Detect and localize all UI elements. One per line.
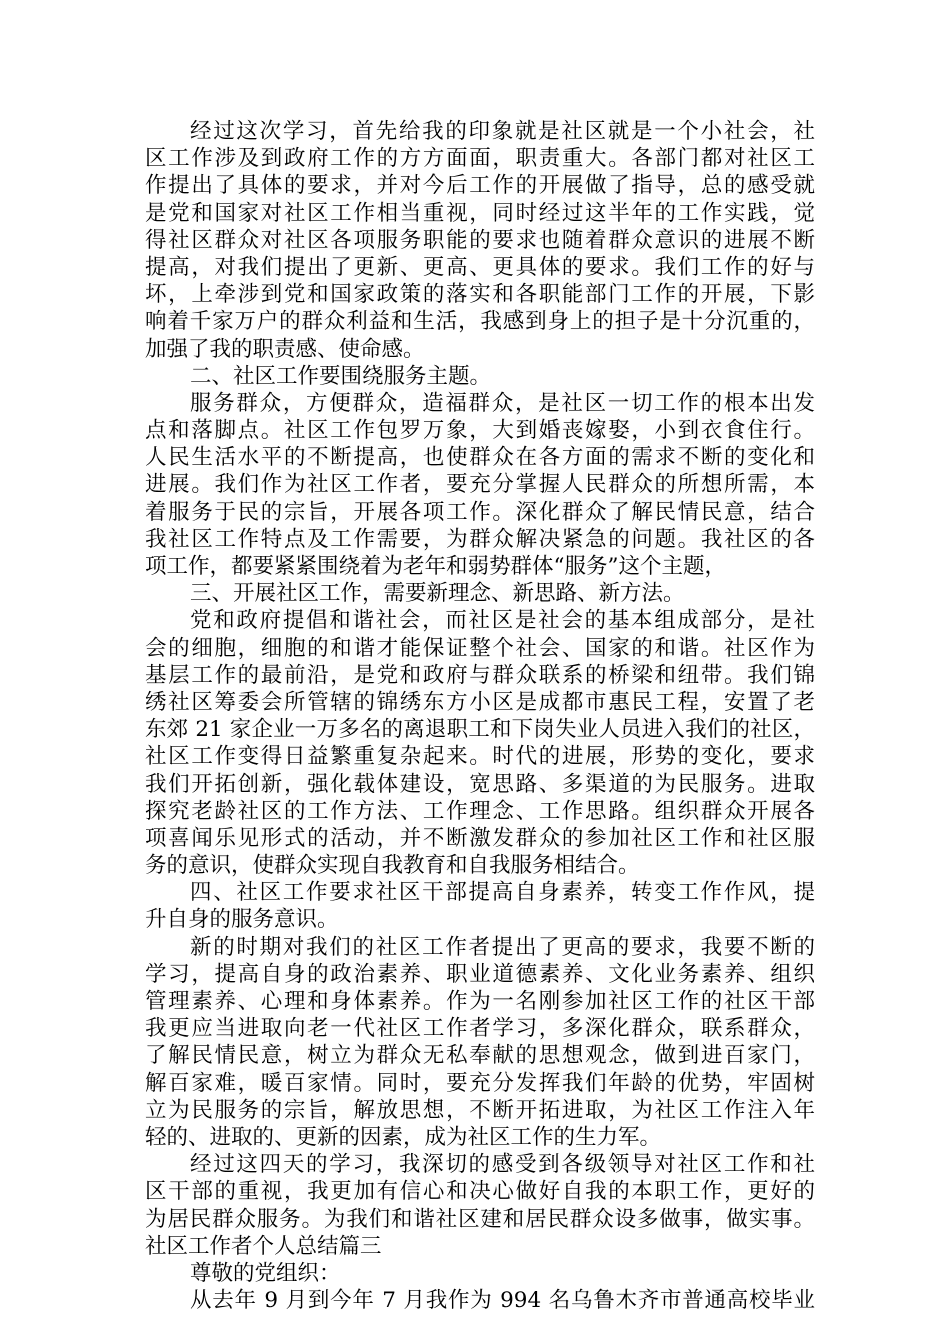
text-line: 务的意识，使群众实现自我教育和自我服务相结合。	[145, 853, 640, 879]
text-line: 经过这次学习，首先给我的印象就是社区就是一个小社会，社	[190, 119, 815, 144]
text-line: 是党和国家对社区工作相当重视，同时经过这半年的工作实践，觉	[145, 200, 815, 226]
text-line: 尊敬的党组织：	[190, 1260, 341, 1286]
text-line: 探究老龄社区的工作方法、工作理念、工作思路。组织群众开展各	[145, 798, 815, 824]
text-line: 区工作涉及到政府工作的方方面面，职责重大。各部门都对社区工	[145, 146, 815, 172]
text-line: 加强了我的职责感、使命感。	[145, 336, 425, 362]
text-line: 人民生活水平的不断提高，也使群众在各方面的需求不断的变化和	[145, 445, 815, 471]
text-line: 着服务于民的宗旨，开展各项工作。深化群众了解民情民意，结合	[145, 499, 815, 525]
text-line: 进展。我们作为社区工作者，要充分掌握人民群众的所想所需，本	[145, 472, 815, 498]
text-line: 立为民服务的宗旨，解放思想，不断开拓进取，为社区工作注入年	[145, 1097, 815, 1123]
text-line: 坏，上牵涉到党和国家政策的落实和各职能部门工作的开展，下影	[145, 282, 815, 308]
text-line: 二、社区工作要围绕服务主题。	[190, 363, 492, 389]
text-line: 轻的、进取的、更新的因素，成为社区工作的生力军。	[145, 1124, 662, 1150]
text-line: 点和落脚点。社区工作包罗万象，大到婚丧嫁娶，小到衣食住行。	[145, 418, 815, 444]
text-line: 经过这四天的学习，我深切的感受到各级领导对社区工作和社	[190, 1152, 815, 1178]
text-line: 升自身的服务意识。	[145, 907, 339, 933]
text-line: 作提出了具体的要求，并对今后工作的开展做了指导，总的感受就	[145, 173, 815, 199]
text-line: 学习，提高自身的政治素养、职业道德素养、文化业务素养、组织	[145, 961, 815, 987]
text-line: 绣社区筹委会所管辖的锦绣东方小区是成都市惠民工程，安置了老	[145, 689, 815, 715]
text-line: 党和政府提倡和谐社会，而社区是社会的基本组成部分，是社	[190, 608, 815, 634]
text-line: 服务群众，方便群众，造福群众，是社区一切工作的根本出发	[190, 390, 815, 416]
text-line: 区干部的重视，我更加有信心和决心做好自我的本职工作，更好的	[145, 1179, 815, 1205]
text-line: 社区工作者个人总结篇三	[145, 1233, 382, 1259]
text-line: 四、社区工作要求社区干部提高自身素养，转变工作作风，提	[190, 880, 815, 906]
text-line: 得社区群众对社区各项服务职能的要求也随着群众意识的进展不断	[145, 227, 815, 253]
text-line: 解百家难，暖百家情。同时，要充分发挥我们年龄的优势，牢固树	[145, 1070, 815, 1096]
text-line: 社区工作变得日益繁重复杂起来。时代的进展，形势的变化，要求	[145, 744, 815, 770]
text-line: 新的时期对我们的社区工作者提出了更高的要求，我要不断的	[190, 934, 815, 960]
text-line: 从去年 9 月到今年 7 月我作为 994 名乌鲁木齐市普通高校毕业	[190, 1288, 815, 1314]
text-line: 我社区工作特点及工作需要，为群众解决紧急的问题。我社区的各	[145, 526, 815, 552]
text-line: 项工作，都要紧紧围绕着为老年和弱势群体“服务”这个主题，	[145, 554, 726, 579]
text-line: 我们开拓创新，强化载体建设，宽思路、多渠道的为民服务。进取	[145, 771, 815, 797]
text-line: 东郊 21 家企业一万多名的离退职工和下岗失业人员进入我们的社区，	[145, 717, 815, 743]
text-line: 为居民群众服务。为我们和谐社区建和居民群众设多做事，做实事。	[145, 1206, 815, 1232]
text-line: 了解民情民意，树立为群众无私奉献的思想观念，做到进百家门，	[145, 1043, 815, 1069]
text-line: 我更应当进取向老一代社区工作者学习，多深化群众，联系群众，	[145, 1016, 815, 1042]
text-line: 三、开展社区工作，需要新理念、新思路、新方法。	[190, 581, 685, 607]
text-line: 提高，对我们提出了更新、更高、更具体的要求。我们工作的好与	[145, 254, 815, 280]
text-line: 基层工作的最前沿，是党和政府与群众联系的桥梁和纽带。我们锦	[145, 662, 815, 688]
text-line: 管理素养、心理和身体素养。作为一名刚参加社区工作的社区干部	[145, 989, 815, 1014]
text-line: 会的细胞，细胞的和谐才能保证整个社会、国家的和谐。社区作为	[145, 635, 815, 661]
text-line: 项喜闻乐见形式的活动，并不断激发群众的参加社区工作和社区服	[145, 825, 815, 851]
text-line: 响着千家万户的群众利益和生活，我感到身上的担子是十分沉重的，	[145, 309, 815, 335]
document-body	[145, 118, 815, 1314]
